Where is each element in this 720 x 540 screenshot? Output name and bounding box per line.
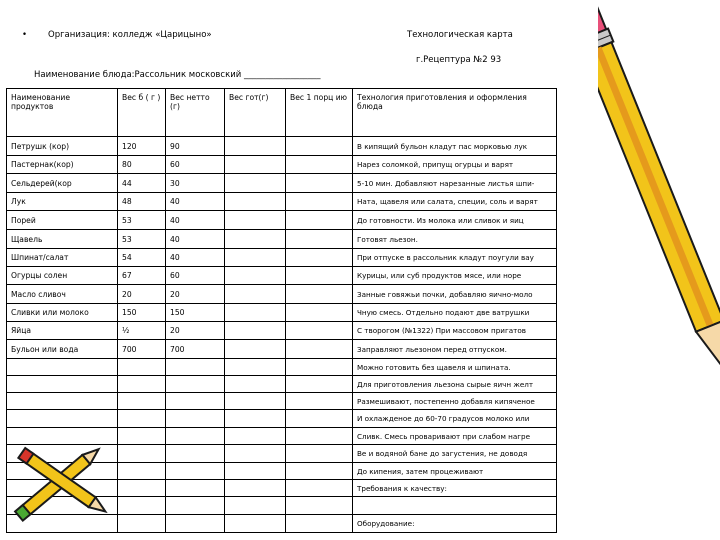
table-row — [7, 230, 557, 249]
product-cell: Шпинат/салат — [7, 249, 118, 267]
table-row — [7, 156, 557, 174]
net-weight-cell — [166, 445, 225, 463]
gross-weight-cell: 80 — [118, 156, 166, 174]
product-cell: Сливки или молоко — [7, 304, 118, 322]
technology-cell: Требования к качеству: — [353, 480, 557, 497]
finished-weight-cell — [225, 267, 286, 285]
table-row — [7, 193, 557, 211]
product-cell: Лук — [7, 193, 118, 211]
column-header-portion-weight: Вес 1 порц ию — [286, 89, 353, 137]
portion-weight-cell — [286, 267, 353, 285]
gross-weight-cell — [118, 393, 166, 410]
product-cell: Щавель — [7, 230, 118, 249]
finished-weight-cell — [225, 359, 286, 376]
portion-weight-cell — [286, 393, 353, 410]
product-cell: Сельдерей(кор — [7, 174, 118, 193]
net-weight-cell — [166, 376, 225, 393]
gross-weight-cell: 44 — [118, 174, 166, 193]
finished-weight-cell — [225, 137, 286, 156]
gross-weight-cell: 48 — [118, 193, 166, 211]
portion-weight-cell — [286, 156, 353, 174]
portion-weight-cell — [286, 445, 353, 463]
portion-weight-cell — [286, 463, 353, 480]
net-weight-cell: 20 — [166, 285, 225, 304]
net-weight-cell: 40 — [166, 211, 225, 230]
net-weight-cell: 700 — [166, 340, 225, 359]
technology-cell: При отпуске в рассольник кладут поугули вау — [353, 249, 557, 267]
column-header-gross-weight: Вес б ( г ) — [118, 89, 166, 137]
net-weight-cell — [166, 515, 225, 533]
portion-weight-cell — [286, 515, 353, 533]
column-header-net-weight: Вес нетто (г) — [166, 89, 225, 137]
net-weight-cell — [166, 463, 225, 480]
portion-weight-cell — [286, 174, 353, 193]
technology-cell: Для приготовления льезона сырые яичн желт — [353, 376, 557, 393]
gross-weight-cell — [118, 463, 166, 480]
portion-weight-cell — [286, 497, 353, 515]
finished-weight-cell — [225, 156, 286, 174]
table-row — [7, 267, 557, 285]
portion-weight-cell — [286, 249, 353, 267]
technology-cell: До кипения, затем процеживают — [353, 463, 557, 480]
crossed-pencils-illustration — [6, 430, 121, 536]
technology-cell: Чную смесь. Отдельно подают две ватрушки — [353, 304, 557, 322]
finished-weight-cell — [225, 515, 286, 533]
product-cell — [7, 359, 118, 376]
table-row — [7, 211, 557, 230]
technology-cell: 5-10 мин. Добавляют нарезанные листья шпи- — [353, 174, 557, 193]
product-cell: Яйца — [7, 322, 118, 340]
portion-weight-cell — [286, 211, 353, 230]
column-header-finished-weight: Вес гот(г) — [225, 89, 286, 137]
technology-cell: Заправляют льезоном перед отпуском. — [353, 340, 557, 359]
finished-weight-cell — [225, 428, 286, 445]
gross-weight-cell: ½ — [118, 322, 166, 340]
gross-weight-cell: 20 — [118, 285, 166, 304]
product-cell: Пастернак(кор) — [7, 156, 118, 174]
technology-cell: Можно готовить без щавеля и шпината. — [353, 359, 557, 376]
finished-weight-cell — [225, 249, 286, 267]
portion-weight-cell — [286, 285, 353, 304]
portion-weight-cell — [286, 137, 353, 156]
portion-weight-cell — [286, 304, 353, 322]
gross-weight-cell — [118, 480, 166, 497]
table-row — [7, 340, 557, 359]
column-header-product: Наименование продуктов — [7, 89, 118, 137]
table-row — [7, 174, 557, 193]
gross-weight-cell: 53 — [118, 211, 166, 230]
gross-weight-cell — [118, 428, 166, 445]
gross-weight-cell — [118, 376, 166, 393]
portion-weight-cell — [286, 428, 353, 445]
net-weight-cell — [166, 410, 225, 428]
technology-cell: Сливк. Смесь проваривают при слабом нагре — [353, 428, 557, 445]
finished-weight-cell — [225, 410, 286, 428]
portion-weight-cell — [286, 480, 353, 497]
table-header-row — [7, 89, 557, 137]
gross-weight-cell: 53 — [118, 230, 166, 249]
finished-weight-cell — [225, 285, 286, 304]
product-cell: Бульон или вода — [7, 340, 118, 359]
gross-weight-cell — [118, 515, 166, 533]
table-row — [7, 322, 557, 340]
finished-weight-cell — [225, 463, 286, 480]
gross-weight-cell — [118, 497, 166, 515]
table-row — [7, 249, 557, 267]
gross-weight-cell — [118, 410, 166, 428]
net-weight-cell: 20 — [166, 322, 225, 340]
document-title: Технологическая карта — [407, 30, 513, 40]
table-row — [7, 393, 557, 410]
finished-weight-cell — [225, 376, 286, 393]
net-weight-cell — [166, 480, 225, 497]
product-cell: Порей — [7, 211, 118, 230]
technology-cell: Ната, щавеля или салата, специи, соль и варят — [353, 193, 557, 211]
portion-weight-cell — [286, 322, 353, 340]
technology-cell: Нарез соломкой, припущ огурцы и варят — [353, 156, 557, 174]
technology-cell: С творогом (№1322) При массовом пригатов — [353, 322, 557, 340]
net-weight-cell — [166, 393, 225, 410]
recipe-number: г.Рецептура №2 93 — [416, 55, 502, 65]
technology-cell: До готовности. Из молока или сливок и яиц — [353, 211, 557, 230]
pencil-illustration — [598, 0, 720, 395]
net-weight-cell — [166, 428, 225, 445]
product-cell — [7, 393, 118, 410]
gross-weight-cell: 120 — [118, 137, 166, 156]
portion-weight-cell — [286, 376, 353, 393]
net-weight-cell: 30 — [166, 174, 225, 193]
technology-cell: Курицы, или суб продуктов мясе, или норе — [353, 267, 557, 285]
net-weight-cell — [166, 359, 225, 376]
gross-weight-cell: 700 — [118, 340, 166, 359]
column-header-technology: Технология приготовления и оформления блюда — [353, 89, 557, 137]
gross-weight-cell: 150 — [118, 304, 166, 322]
net-weight-cell: 90 — [166, 137, 225, 156]
table-row — [7, 376, 557, 393]
gross-weight-cell — [118, 359, 166, 376]
technology-cell: Размешивают, постепенно добавля кипяченое — [353, 393, 557, 410]
product-cell: Петрушк (кор) — [7, 137, 118, 156]
finished-weight-cell — [225, 497, 286, 515]
finished-weight-cell — [225, 230, 286, 249]
product-cell — [7, 376, 118, 393]
gross-weight-cell: 67 — [118, 267, 166, 285]
organization-text: Организация: колледж «Царицыно» — [48, 30, 212, 40]
technology-cell: Готовят льезон. — [353, 230, 557, 249]
finished-weight-cell — [225, 304, 286, 322]
table-row — [7, 410, 557, 428]
bullet-mark: • — [22, 30, 28, 40]
portion-weight-cell — [286, 230, 353, 249]
technology-cell: Оборудование: — [353, 515, 557, 533]
net-weight-cell: 40 — [166, 249, 225, 267]
product-cell: Огурцы солен — [7, 267, 118, 285]
finished-weight-cell — [225, 322, 286, 340]
net-weight-cell: 40 — [166, 193, 225, 211]
product-cell: Масло сливоч — [7, 285, 118, 304]
technology-cell: И охлажденое до 60-70 градусов молоко или — [353, 410, 557, 428]
portion-weight-cell — [286, 410, 353, 428]
finished-weight-cell — [225, 445, 286, 463]
net-weight-cell: 60 — [166, 156, 225, 174]
technology-cell — [353, 497, 557, 515]
technology-cell: Ве и водяной бане до загустения, не доводя — [353, 445, 557, 463]
net-weight-cell — [166, 497, 225, 515]
product-cell — [7, 410, 118, 428]
portion-weight-cell — [286, 193, 353, 211]
portion-weight-cell — [286, 340, 353, 359]
table-row — [7, 304, 557, 322]
finished-weight-cell — [225, 480, 286, 497]
finished-weight-cell — [225, 393, 286, 410]
portion-weight-cell — [286, 359, 353, 376]
finished-weight-cell — [225, 211, 286, 230]
finished-weight-cell — [225, 340, 286, 359]
gross-weight-cell — [118, 445, 166, 463]
net-weight-cell: 40 — [166, 230, 225, 249]
table-row — [7, 359, 557, 376]
table-row — [7, 137, 557, 156]
finished-weight-cell — [225, 193, 286, 211]
finished-weight-cell — [225, 174, 286, 193]
technology-cell: В кипящий бульон кладут пас морковью лук — [353, 137, 557, 156]
gross-weight-cell: 54 — [118, 249, 166, 267]
technology-cell: Занные говяжьи почки, добавляю яично-моло — [353, 285, 557, 304]
net-weight-cell: 150 — [166, 304, 225, 322]
table-row — [7, 285, 557, 304]
net-weight-cell: 60 — [166, 267, 225, 285]
dish-name: Наименование блюда:Рассольник московский __________________ — [34, 70, 321, 80]
